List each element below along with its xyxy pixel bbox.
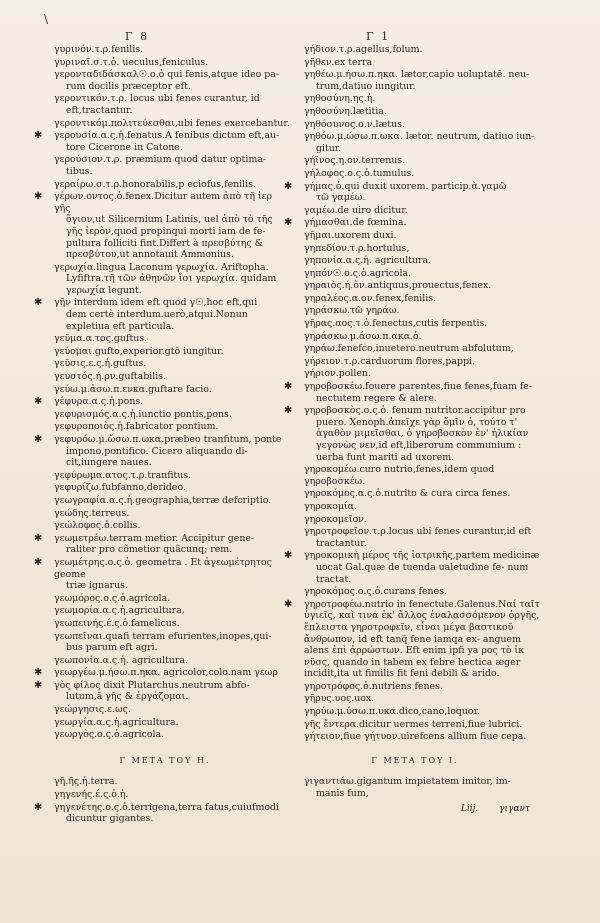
dictionary-entry: [40, 409, 290, 421]
entry-text: γηροβοσκέω.fouere parentes,fiue fenes,fuam fe-: [304, 381, 533, 393]
entry-text: γεύομαι.gufto,experior.gtō iungitur.: [54, 345, 224, 357]
dictionary-entry: [290, 586, 540, 598]
dictionary-entry: [290, 69, 540, 92]
entry-text: γηπόν☉.ο.ς.ὁ.agricola.: [304, 267, 412, 279]
entry-text: γεωμετρέω.terram metior. Accipitur gene-: [54, 532, 255, 544]
entry-continuation: ὅγιον,ut Silicernium Latinis, uel ἀπὸ τὸ τῆς γῆς ἱερὸν,quod propinqui morti iam de fe- pultura folliciti fint.Differt à πρεσβύτης & πρεσβύτου,ut annotauit Ammonius.: [66, 214, 273, 261]
dictionary-entry: [290, 501, 540, 513]
entry-text: γευστός.ή.ρν.guftabilis.: [54, 371, 167, 383]
entry-text: γήλοφος.ο.ς.ὁ.tumulus.: [304, 167, 415, 179]
entry-text: γεροντικόμ.πολιτεύεσθαι,ubi fenes exercebantur.: [54, 117, 290, 129]
entry-text: γεωγραφία.α.ς.ἡ.geographia,terræ defcriptio.: [54, 494, 272, 506]
dictionary-entry: [290, 318, 540, 330]
entry-text: γῆς ἔντερα.dicitur uermes terreni,fiue lubrici.: [304, 718, 523, 730]
entry-text: γεωμόρος.ο.ς.ὁ.agricola.: [54, 592, 171, 604]
entry-continuation: bus parum eft agri.: [66, 642, 158, 654]
dictionary-entry: [290, 255, 540, 267]
dictionary-entry: [40, 605, 290, 617]
entry-continuation: lutum,ā γῆς & ἐργάζομαι.: [66, 691, 189, 703]
entry-text: γερωχία.lingua Laconum γερωχία. Ariftopha.: [54, 261, 269, 273]
dictionary-entry: [290, 550, 540, 585]
entry-text: γήϊνος.η.ον.terrenus.: [304, 155, 406, 167]
entry-text: γῆν interdum idem eft quod γ☉,hoc eft,qui: [54, 297, 258, 309]
dictionary-entry: [290, 230, 540, 242]
dictionary-entry: [40, 421, 290, 433]
dictionary-entry: [290, 44, 540, 56]
dictionary-entry: [290, 205, 540, 217]
right-section-head: Γ ΜΕΤΑ ΤΟΥ Ι.: [371, 755, 459, 765]
entry-text: γήρειον.τ.ρ.carduorum flores,pappi.: [304, 355, 475, 367]
entry-continuation: dem certè interdum.uerò,atqui.Nonun expletiua eft particula.: [66, 309, 248, 332]
entry-text: γηθοσύνη.lætitia.: [304, 105, 387, 117]
entry-text: γεωργὸς.ο.ς.ὁ.agricola.: [54, 729, 165, 741]
right-after-entries: [290, 776, 540, 799]
dictionary-entry: [290, 243, 540, 255]
entry-continuation: puero. Xenoph.ἀπεῖχε γὰρ ὅμῖν ὁ, τούτο τ' ἀγαθὸν μιμεῖσθαι, ὁ γηροβοσκὸν ἐν' ἡλικίαν γεγονὼς νεν,id eft,liberorum communium : uerba funt mariti ad uxorem.: [316, 416, 529, 463]
dictionary-entry: [290, 106, 540, 118]
dictionary-entry: [40, 495, 290, 507]
entry-text: γῆρυς.υος.uox.: [304, 693, 375, 705]
entry-text: γηροκομικὴ μέρος τῆς ἰατρικῆς,partem medicinæ: [304, 550, 540, 562]
entry-continuation: gitur.: [316, 142, 342, 154]
dictionary-entry: [40, 118, 290, 130]
entry-continuation: manis fum,: [316, 788, 369, 800]
entry-text: γέφυρα.α.ς.ἡ.pons.: [54, 396, 144, 408]
entry-text: γεωμέτρης.ο.ς.ὁ. geometra . Et ἀγεωμέτρητος geome: [54, 556, 272, 580]
entry-text: γεφύρωμα.ατος.τ.ρ.tranfitus.: [54, 469, 192, 481]
dictionary-entry: [40, 191, 290, 261]
dictionary-entry: [290, 280, 540, 292]
entry-text: γεωμορία.α.ς.ἡ.agricultura.: [54, 605, 185, 617]
entry-continuation: triæ ignarus.: [66, 580, 128, 592]
right-page-header: Γ 1: [366, 30, 391, 43]
dictionary-entry: [290, 268, 540, 280]
dictionary-entry: [290, 776, 540, 799]
dictionary-entry: [40, 593, 290, 605]
entry-continuation: eft,tractantur.: [66, 104, 133, 116]
dictionary-entry: [40, 358, 290, 370]
entry-text: γηπεδίον.τ.ρ.hortulus,: [304, 242, 410, 254]
dictionary-entry: [40, 789, 290, 801]
catchword: γιγαντ: [499, 803, 530, 814]
entry-text: γεραίρω.σ.τ.ρ.honorabilis,p eciofus,fenilis.: [54, 178, 256, 190]
dictionary-entry: [290, 131, 540, 154]
dictionary-entry: [40, 396, 290, 408]
dictionary-entry: [40, 57, 290, 69]
dictionary-entry: [290, 119, 540, 131]
corner-mark: \: [44, 12, 49, 26]
entry-continuation: impono,pontifico. Cicero aliquando di- cit,iungere naues.: [66, 445, 248, 469]
entry-text: γερουσία.α.ς.ἡ.fenatus.A fenibus dictum eft,au-: [54, 130, 280, 142]
entry-text: γηράσκω.τῶ γηράω.: [304, 305, 400, 317]
entry-text: γηρύω.μ.ύσω.π.υκα.dico,cano,loquor.: [304, 706, 480, 718]
entry-text: γεφυρισμός.α.ς.ἡ.iunctio pontis,pons.: [54, 408, 232, 420]
entry-text: γεωργία.α.ς.ἡ.agricultura.: [54, 716, 179, 728]
dictionary-entry: [40, 262, 290, 297]
dictionary-entry: [290, 155, 540, 167]
dictionary-entry: [290, 217, 540, 229]
dictionary-entry: [290, 368, 540, 380]
dictionary-entry: [40, 179, 290, 191]
dictionary-entry: [290, 381, 540, 404]
entry-continuation: rum docilis præceptor eft.: [66, 80, 191, 92]
dictionary-entry: [40, 154, 290, 177]
dictionary-entry: [40, 297, 290, 332]
entry-continuation: raliter pro cõmetior quãcunq; rem.: [66, 544, 233, 556]
entry-text: γεφυρίζω.fubfanno,derideo.: [54, 482, 186, 494]
left-column: [40, 44, 290, 826]
entry-text: γήδιον.τ.ρ.agellus,folum.: [304, 44, 423, 55]
entry-text: γῆμαι.uxorem duxi.: [304, 229, 397, 241]
entry-text: γεωπεινής.έ.ς.ὁ.famelicus.: [54, 617, 180, 629]
dictionary-entry: [290, 343, 540, 355]
left-page-header: Γ 8: [125, 30, 150, 43]
entry-text: γηθόσυνος.ο.ν.lætus.: [304, 118, 405, 130]
dictionary-entry: [40, 346, 290, 358]
entry-text: γηροβοσκὸς.ο.ς.ὁ. fenum nutritor.accipitur pro: [304, 405, 526, 417]
dictionary-entry: [40, 667, 290, 679]
entry-text: γηροτροφέω.nutrio in fenectute.Galenus.Ναί ταῖτ ὑγιεῖς, καὶ τινα ἐκ' ἄλλος ἐναλασσόμενον ὀργῆς, ἔπλειστα γηροτροφεῖν, εἶναι μέγα βαστικοῦ ἄνθρωπον, id eft tanq̃ fene iamqa ex- anguem alens ἐπὶ ἀρρώστων. Eft enim ipfi ya ρος τὸ ἱκ νῦσς, quando in tabem ex febre hectica æger incidit,ita ut fimilis fit feni debili & arido.: [304, 598, 540, 680]
entry-text: γερονταδιδάσκαλ☉.ο.ὁ qui fenis,atque ideo pa-: [54, 69, 280, 81]
dictionary-entry: [290, 405, 540, 463]
dictionary-entry: [290, 599, 540, 680]
dictionary-entry: [40, 655, 290, 667]
page-footer: [290, 804, 540, 816]
dictionary-entry: [40, 776, 290, 788]
entry-continuation: tibus.: [66, 165, 93, 177]
entry-text: γηροκόμος.α.ς.ὁ.nutrito & cura circa fenes.: [304, 488, 511, 500]
dictionary-entry: [290, 706, 540, 718]
right-column: [290, 44, 540, 815]
dictionary-entry: [40, 470, 290, 482]
dictionary-entry: [40, 69, 290, 92]
dictionary-entry: [40, 371, 290, 383]
entry-text: γήριον.pollen.: [304, 368, 371, 380]
dictionary-entry: [290, 168, 540, 180]
dictionary-entry: [290, 57, 540, 69]
entry-text: γηγενής.έ.ς.ὁ.ἡ.: [54, 789, 129, 801]
signature-mark: Liij.: [460, 803, 479, 814]
dictionary-entry: [290, 93, 540, 105]
entry-text: γεῦσις.ε.ς.ἡ.guftus.: [54, 358, 147, 370]
entry-text: γηθέω.μ.ήσω.π.ηκα. lætor,capio uoluptatē. neu-: [304, 69, 530, 81]
entry-continuation: nectutem regere & alere.: [316, 392, 437, 404]
dictionary-entry: [290, 526, 540, 549]
dictionary-entry: [290, 731, 540, 743]
entry-text: γυριναῖ.σ.τ.ὁ. ueculus,feniculus.: [54, 56, 209, 68]
left-section-head: Γ ΜΕΤΑ ΤΟΥ Η.: [119, 755, 211, 765]
dictionary-entry: [290, 464, 540, 487]
dictionary-entry: [40, 520, 290, 532]
entry-text: γεῦμα.α.τος.guftus.: [54, 333, 148, 345]
dictionary-entry: [40, 508, 290, 520]
dictionary-entry: [40, 533, 290, 556]
dictionary-entry: [290, 331, 540, 343]
left-after-entries: [40, 776, 290, 824]
right-entries: [290, 44, 540, 743]
dictionary-entry: [290, 293, 540, 305]
entry-text: γηθοσύνη.ης.ἡ.: [304, 93, 376, 105]
entry-text: γεώλοφος.ὁ.collis.: [54, 520, 141, 532]
entry-continuation: tore Cicerone in Catone.: [66, 141, 183, 153]
entry-continuation: τῶ γαμέω.: [316, 192, 366, 204]
entry-text: γεφυρόω.μ.ὤσω.π.ωκα.præbeo tranfitum, ponte: [54, 434, 282, 445]
entry-text: γηραλέος.α.ον.fenex,fenilis.: [304, 292, 437, 304]
entry-text: γηγενέτης.ο.ς.ὁ.terrigena,terra fatus,cuiufmodi: [54, 801, 280, 813]
entry-text: γῆθεν.ex terra: [304, 56, 373, 68]
dictionary-entry: [40, 680, 290, 703]
entry-text: γεώργησις.ε.ως.: [54, 704, 131, 716]
entry-text: γηραιὸς.ή.ὸν.antiquus,prouectus,fenex.: [304, 280, 492, 292]
dictionary-entry: [40, 557, 290, 592]
dictionary-entry: [40, 434, 290, 469]
entry-text: γηροκομία.: [304, 500, 357, 512]
entry-text: γεωπεῖναι.quafi terram efurientes,inopes,qui-: [54, 630, 272, 642]
entry-continuation: trum,datiuo iungitur.: [316, 80, 416, 92]
dictionary-entry: [290, 305, 540, 317]
entry-text: γηράω.fenefco,inuetero.neutrum abfolutum,: [304, 343, 514, 355]
dictionary-entry: [40, 802, 290, 825]
entry-text: γεύω.μ.ἀσω.π.ενκα.guftare facio.: [54, 383, 212, 395]
dictionary-entry: [290, 693, 540, 705]
entry-text: γηπονία.α.ς.ἡ. agricultura.: [304, 255, 432, 267]
entry-text: γεροντικόν.τ.ρ. locus ubi fenes curantur, id: [54, 93, 260, 105]
dictionary-entry: [40, 704, 290, 716]
entry-text: γέρων.οντος.ὁ.fenex.Dicitur autem ἀπὸ τῆ ἱερ γῆς: [54, 191, 272, 214]
entry-text: γεωργέω.μ.ήσω.π.ηκα. agricolor,colo.nam γεωρ: [54, 667, 278, 679]
dictionary-entry: [290, 514, 540, 526]
entry-continuation: dicuntur gigantes.: [66, 813, 154, 825]
entry-continuation: uocat Gal.quæ de tuenda ualetudine fe- num tractat.: [316, 561, 529, 585]
entry-text: γῆ.ῆς.ἡ.terra.: [54, 776, 118, 788]
entry-text: γιγαντιάω.gigantum impietatem imitor, im-: [304, 776, 511, 788]
entry-text: γήμας.ὁ.qui duxit uxorem. particip.ὰ.γαμῶ: [304, 180, 507, 192]
dictionary-entry: [40, 44, 290, 56]
dictionary-entry: [40, 333, 290, 345]
entry-text: γυρινόν.τ.ρ.fenilis.: [54, 44, 144, 55]
dictionary-entry: [40, 384, 290, 396]
entry-text: γήμασθαι.de fœmina.: [304, 217, 407, 229]
entry-text: γηροτροφεῖον.τ.ρ.locus ubi fenes curantur,id eft: [304, 526, 532, 538]
entry-text: γηροτρόφος.ὁ.nutriens fenes.: [304, 680, 443, 692]
entry-text: γηροκομέω.curo nutrio,fenes,idem quod γηροβοσκέω.: [304, 464, 495, 487]
entry-text: γῆρας.αος.τ.ὁ.fenectus,cutis ferpentis.: [304, 318, 488, 330]
dictionary-entry: [40, 482, 290, 494]
dictionary-entry: [40, 130, 290, 153]
entry-text: γηροκόμος.ο.ς.ὁ.curans fenes.: [304, 586, 447, 598]
entry-text: γηθόω.μ.ώσω.π.ωκα. lætor. neutrum, datiuo iun-: [304, 131, 535, 143]
left-entries: [40, 44, 290, 741]
entry-text: γηράσκω.μ.άσω.π.ακα.ὁ.: [304, 330, 422, 342]
dictionary-entry: [290, 356, 540, 368]
entry-continuation: Lyfiftra.τῆ τῶν ἀθηνῶν ἴσι γερωχία. quidam γερωχία legunt.: [66, 273, 277, 296]
entry-text: γαμέω.de uiro dicitur.: [304, 204, 408, 216]
dictionary-entry: [40, 618, 290, 630]
entry-text: γερούσιον.τ.ρ. præmium quod datur optima-: [54, 154, 267, 166]
entry-text: γὸς φίλος dixit Plutarchus.neutrum abfo-: [54, 679, 250, 691]
dictionary-entry: [40, 717, 290, 729]
dictionary-entry: [290, 488, 540, 500]
dictionary-entry: [290, 719, 540, 731]
entry-text: γεφυροποιὸς.ἡ.fabricator pontium.: [54, 421, 219, 433]
dictionary-entry: [290, 681, 540, 693]
entry-text: γεωπονία.α.ς.ἡ. agricultura.: [54, 654, 188, 666]
dictionary-entry: [40, 93, 290, 116]
entry-text: γεώδης.terreus.: [54, 507, 130, 519]
entry-text: γήτειον,fiue γήτυον.uirefcens allium fiue cepa.: [304, 731, 527, 743]
dictionary-entry: [40, 729, 290, 741]
entry-continuation: tractantur.: [316, 537, 367, 549]
dictionary-entry: [40, 631, 290, 654]
dictionary-entry: [290, 181, 540, 204]
entry-text: γηροκομεῖον.: [304, 513, 367, 525]
